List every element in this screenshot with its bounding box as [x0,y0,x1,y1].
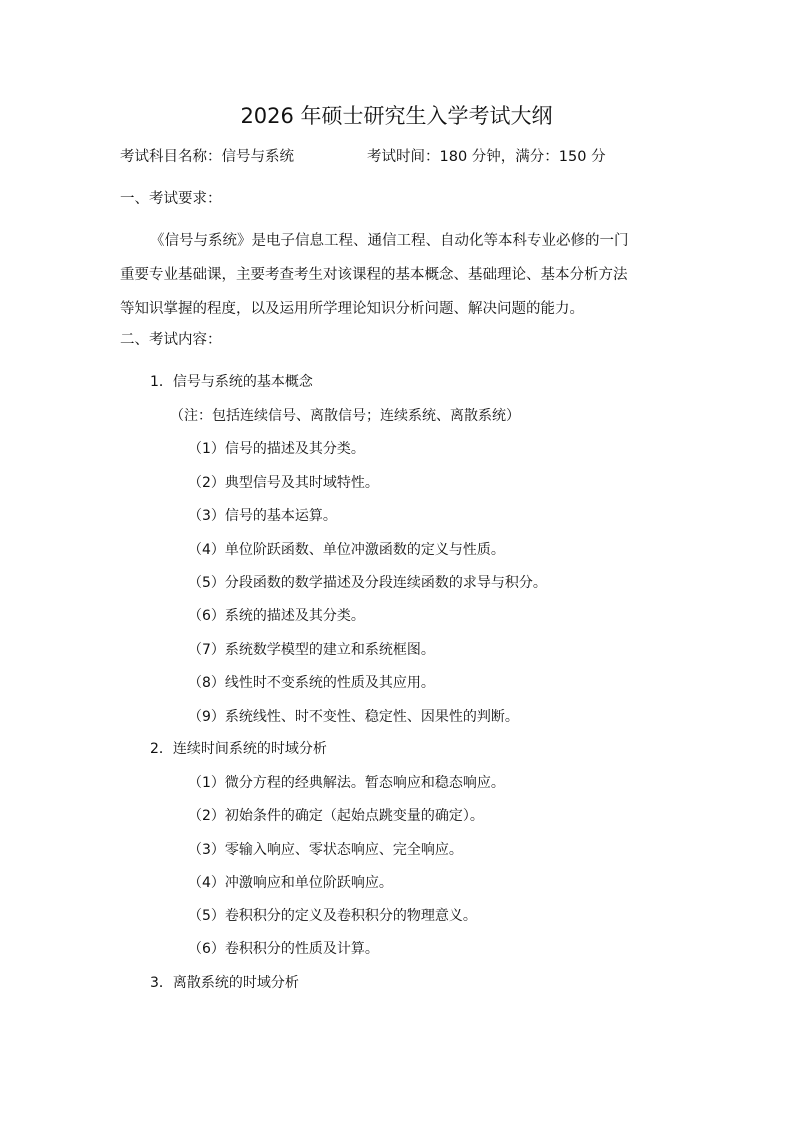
topic-item: （2）典型信号及其时域特性。 [188,475,379,491]
topic-item: （7）系统数学模型的建立和系统框图。 [188,642,435,658]
topic-item: （4）冲激响应和单位阶跃响应。 [188,875,393,891]
topic-note: （注：包括连续信号、离散信号；连续系统、离散系统） [170,408,520,424]
topic-item: （3）信号的基本运算。 [188,508,337,524]
topic-item: （8）线性时不变系统的性质及其应用。 [188,675,435,691]
topic-heading: 2．连续时间系统的时域分析 [150,741,327,757]
topic-heading: 3．离散系统的时域分析 [150,975,299,991]
topic-item: （6）卷积积分的性质及计算。 [188,941,379,957]
exam-subject: 考试科目名称：信号与系统 [120,149,294,165]
section-heading-content: 二、考试内容： [120,332,222,348]
paragraph-line: 《信号与系统》是电子信息工程、通信工程、自动化等本科专业必修的一门 [150,233,629,249]
topic-item: （6）系统的描述及其分类。 [188,608,365,624]
topic-item: （9）系统线性、时不变性、稳定性、因果性的判断。 [188,709,519,725]
paragraph-line: 重要专业基础课，主要考查考生对该课程的基本概念、基础理论、基本分析方法 [120,267,628,283]
topic-item: （5）卷积积分的定义及卷积积分的物理意义。 [188,908,477,924]
paragraph-line: 等知识掌握的程度，以及运用所学理论知识分析问题、解决问题的能力。 [120,301,584,317]
topic-heading: 1．信号与系统的基本概念 [150,374,313,390]
topic-item: （1）微分方程的经典解法。暂态响应和稳态响应。 [188,775,505,791]
section-heading-requirements: 一、考试要求： [120,191,222,207]
topic-item: （1）信号的描述及其分类。 [188,441,365,457]
topic-item: （4）单位阶跃函数、单位冲激函数的定义与性质。 [188,542,505,558]
exam-time-score: 考试时间：180 分钟，满分：150 分 [367,149,606,165]
document-title: 2026 年硕士研究生入学考试大纲 [240,104,553,128]
topic-item: （2）初始条件的确定（起始点跳变量的确定）。 [188,808,484,824]
topic-item: （3）零输入响应、零状态响应、完全响应。 [188,842,463,858]
topic-item: （5）分段函数的数学描述及分段连续函数的求导与积分。 [188,575,547,591]
